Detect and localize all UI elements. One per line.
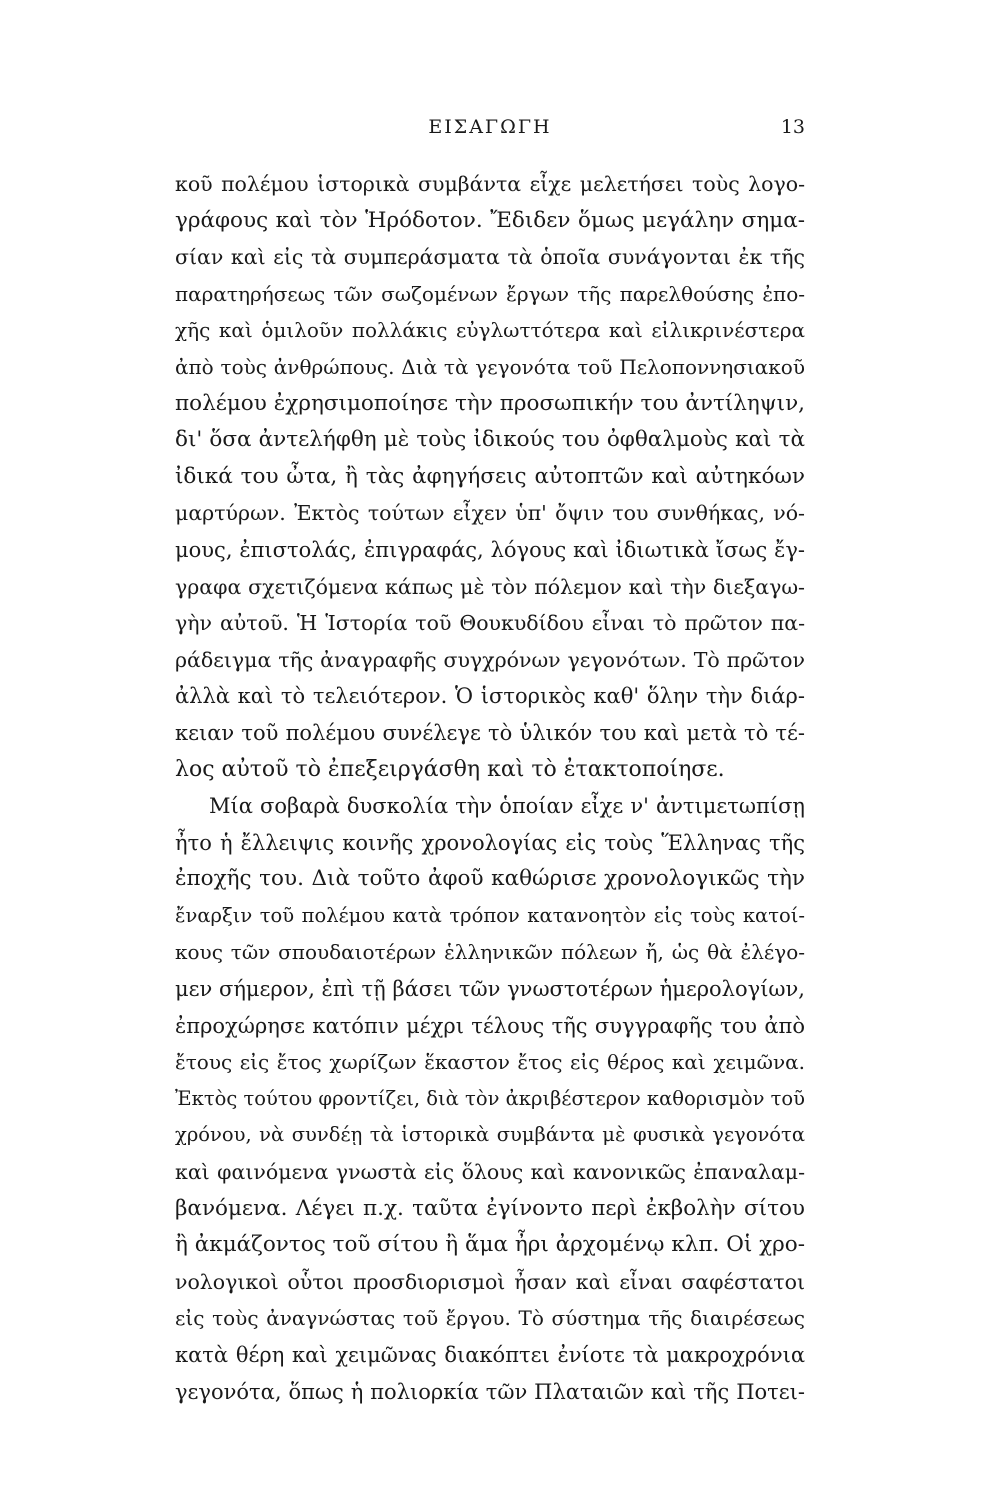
text-line: ἀλλὰ καὶ τὸ τελειότερον. Ὁ ἱστορικὸς καθ' ὅλην τὴν διάρ- (175, 684, 805, 709)
text-line: γεγονότα, ὅπως ἡ πολιορκία τῶν Πλαταιῶν καὶ τῆς Ποτει- (175, 1379, 805, 1404)
text-line: σίαν καὶ εἰς τὰ συμπεράσματα τὰ ὁποῖα συνάγονται ἐκ τῆς (175, 245, 805, 270)
text-line: ἔναρξιν τοῦ πολέμου κατὰ τρόπον κατανοητὸν εἰς τοὺς κατοί- (175, 903, 805, 927)
paragraph-end-line: λος αὐτοῦ τὸ ἐπεξειργάσθη καὶ τὸ ἐτακτοποίησε. (175, 756, 725, 782)
text-line: παρατηρήσεως τῶν σωζομένων ἔργων τῆς παρελθούσης ἐπο- (175, 281, 805, 306)
body-text (175, 166, 805, 1410)
text-line: χρόνου, νὰ συνδέῃ τὰ ἱστορικὰ συμβάντα μὲ φυσικὰ γεγονότα (175, 1123, 805, 1147)
text-line: μαρτύρων. Ἐκτὸς τούτων εἶχεν ὑπ' ὄψιν του συνθήκας, νό- (175, 501, 805, 526)
text-line: ἐπροχώρησε κατόπιν μέχρι τέλους τῆς συγγραφῆς του ἀπὸ (175, 1013, 805, 1038)
text-line: βανόμενα. Λέγει π.χ. ταῦτα ἐγίνοντο περὶ ἐκβολὴν σίτου (175, 1195, 805, 1221)
text-line: κοῦ πολέμου ἱστορικὰ συμβάντα εἶχε μελετήσει τοὺς λογο- (175, 172, 805, 196)
text-line: ἢ ἀκμάζοντος τοῦ σίτου ἢ ἅμα ἦρι ἀρχομένῳ κλπ. Οἱ χρο- (175, 1232, 805, 1258)
text-line: μεν σήμερον, ἐπὶ τῇ βάσει τῶν γνωστοτέρων ἡμερολογίων, (175, 977, 805, 1002)
text-line: μους, ἐπιστολάς, ἐπιγραφάς, λόγους καὶ ἰδιωτικὰ ἴσως ἔγ- (175, 537, 805, 562)
text-line: πολέμου ἐχρησιμοποίησε τὴν προσωπικήν του ἀντίληψιν, (175, 390, 805, 416)
text-line: κειαν τοῦ πολέμου συνέλεγε τὸ ὑλικόν του καὶ μετὰ τὸ τέ- (175, 720, 805, 745)
text-line: ἐποχῆς του. Διὰ τοῦτο ἀφοῦ καθώρισε χρονολογικῶς τὴν (175, 866, 805, 892)
page-number: 13 (780, 116, 805, 138)
text-line: εἰς τοὺς ἀναγνώστας τοῦ ἔργου. Τὸ σύστημα τῆς διαιρέσεως (175, 1306, 805, 1331)
text-line: ἔτους εἰς ἔτος χωρίζων ἕκαστον ἔτος εἰς θέρος καὶ χειμῶνα. (175, 1050, 805, 1075)
text-line: ἦτο ἡ ἔλλειψις κοινῆς χρονολογίας εἰς τοὺς Ἕλληνας τῆς (175, 830, 805, 855)
text-line: χῆς καὶ ὁμιλοῦν πολλάκις εὐγλωττότερα καὶ εἰλικρινέστερα (175, 318, 805, 343)
text-line: κους τῶν σπουδαιοτέρων ἑλληνικῶν πόλεων ἤ, ὡς θὰ ἐλέγο- (175, 940, 805, 965)
text-line: γράφους καὶ τὸν Ἡρόδοτον. Ἔδιδεν ὅμως μεγάλην σημα- (175, 207, 805, 233)
text-line: νολογικοὶ οὗτοι προσδιορισμοὶ ἦσαν καὶ εἶναι σαφέστατοι (175, 1269, 805, 1294)
text-line: ἰδικά του ὦτα, ἢ τὰς ἀφηγήσεις αὐτοπτῶν καὶ αὐτηκόων (175, 463, 805, 489)
text-line: ἀπὸ τοὺς ἀνθρώπους. Διὰ τὰ γεγονότα τοῦ Πελοποννησιακοῦ (175, 354, 805, 379)
text-line: γραφα σχετιζόμενα κάπως μὲ τὸν πόλεμον καὶ τὴν διεξαγω- (175, 574, 805, 599)
running-head (175, 112, 805, 142)
text-line: καὶ φαινόμενα γνωστὰ εἰς ὅλους καὶ κανονικῶς ἐπαναλαμ- (175, 1160, 805, 1185)
text-line: γὴν αὐτοῦ. Ἡ Ἱστορία τοῦ Θουκυδίδου εἶναι τὸ πρῶτον πα- (175, 611, 805, 636)
running-title: ΕΙΣΑΓΩΓΗ (428, 116, 552, 138)
text-line: Ἐκτὸς τούτου φροντίζει, διὰ τὸν ἀκριβέστερον καθορισμὸν τοῦ (175, 1086, 806, 1110)
text-line: ράδειγμα τῆς ἀναγραφῆς συγχρόνων γεγονότων. Τὸ πρῶτον (175, 647, 805, 672)
text-line: κατὰ θέρη καὶ χειμῶνας διακόπτει ἐνίοτε τὰ μακροχρόνια (175, 1343, 805, 1367)
paragraph-first-line: Μία σοβαρὰ δυσκολία τὴν ὁποίαν εἶχε ν' ἀντιμετωπίσῃ (209, 794, 805, 819)
text-line: δι' ὅσα ἀντελήφθη μὲ τοὺς ἰδικούς του ὀφθαλμοὺς καὶ τὰ (175, 427, 805, 453)
